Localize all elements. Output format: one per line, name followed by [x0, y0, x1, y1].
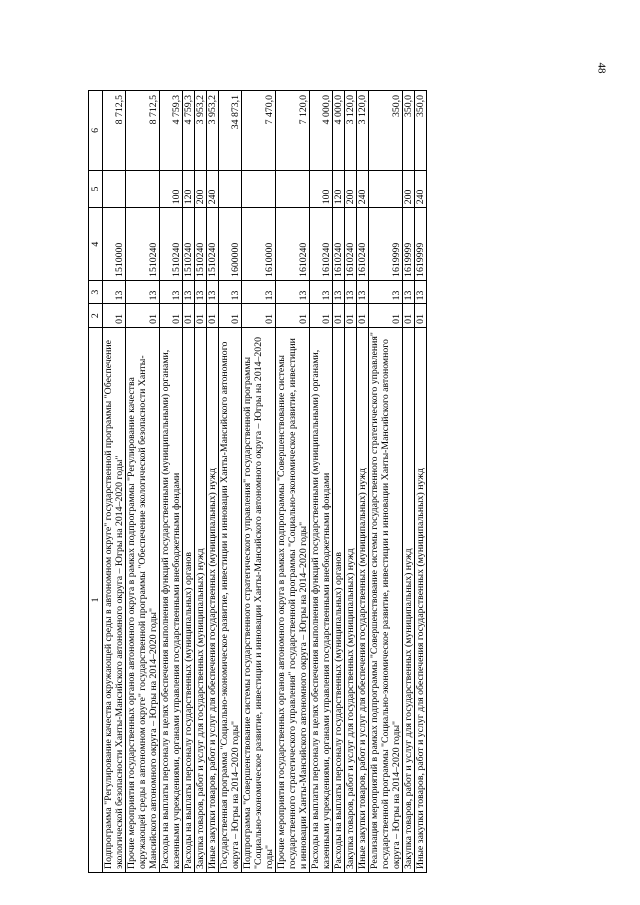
- row-amount: 4 000,0: [310, 91, 333, 171]
- row-subsection: 13: [219, 280, 242, 303]
- row-subsection: 13: [126, 280, 160, 303]
- row-expense-type: 200: [195, 170, 207, 208]
- row-name: Закупка товаров, работ и услуг для государственных (муниципальных) нужд: [345, 327, 357, 872]
- row-section: 01: [183, 304, 195, 327]
- table-row: [403, 91, 415, 873]
- row-target-article: 1610240: [276, 208, 310, 281]
- header-col-3: 3: [89, 280, 103, 303]
- header-col-1: 1: [89, 327, 103, 872]
- row-section: 01: [103, 304, 126, 327]
- row-expense-type: [369, 170, 403, 208]
- row-amount: 350,0: [415, 91, 427, 171]
- row-subsection: 13: [345, 280, 357, 303]
- row-name: Иные закупки товаров, работ и услуг для обеспечения государственных (муниципальных) нужд: [207, 327, 219, 872]
- row-amount: 3 120,0: [357, 91, 369, 171]
- row-amount: 34 873,1: [219, 91, 242, 171]
- row-subsection: 13: [195, 280, 207, 303]
- row-expense-type: 240: [207, 170, 219, 208]
- row-target-article: 1510240: [195, 208, 207, 281]
- row-subsection: 13: [183, 280, 195, 303]
- row-subsection: 13: [333, 280, 345, 303]
- row-subsection: 13: [357, 280, 369, 303]
- row-amount: 4 759,3: [183, 91, 195, 171]
- row-name: Расходы на выплаты персоналу государственных (муниципальных) органов: [183, 327, 195, 872]
- table-row: [357, 91, 369, 873]
- row-target-article: 1600000: [219, 208, 242, 281]
- row-section: 01: [207, 304, 219, 327]
- row-amount: 3 953,2: [195, 91, 207, 171]
- table-row: [333, 91, 345, 873]
- header-row: [89, 91, 103, 873]
- row-name: Расходы на выплаты персоналу в целях обеспечения выполнения функций государственными (муниципальными) органами, казенными учреждениями, органами управления государственными внебюджетными фондами: [160, 327, 183, 872]
- header-col-5: 5: [89, 170, 103, 208]
- row-expense-type: 240: [415, 170, 427, 208]
- row-name: Подпрограмма "Совершенствование системы государственного стратегического управления" государственной программы "Социально-экономическое развитие, инвестиции и инновации Ханты-Мансийского автономного округа – Югры на 2014–2020 годы": [242, 327, 276, 872]
- row-expense-type: [276, 170, 310, 208]
- row-expense-type: [219, 170, 242, 208]
- table-row: [345, 91, 357, 873]
- table-row: [369, 91, 403, 873]
- row-subsection: 13: [403, 280, 415, 303]
- row-section: 01: [357, 304, 369, 327]
- row-target-article: 1610240: [310, 208, 333, 281]
- row-subsection: 13: [160, 280, 183, 303]
- budget-sheet: [88, 90, 568, 873]
- row-amount: 4 000,0: [333, 91, 345, 171]
- table-row: [207, 91, 219, 873]
- row-target-article: 1610240: [357, 208, 369, 281]
- row-amount: 8 712,5: [126, 91, 160, 171]
- row-name: Закупка товаров, работ и услуг для государственных (муниципальных) нужд: [195, 327, 207, 872]
- row-amount: 3 120,0: [345, 91, 357, 171]
- header-col-4: 4: [89, 208, 103, 281]
- table-row: [415, 91, 427, 873]
- row-section: 01: [310, 304, 333, 327]
- row-target-article: 1510240: [207, 208, 219, 281]
- row-subsection: 13: [276, 280, 310, 303]
- row-name: Расходы на выплаты персоналу в целях обеспечения выполнения функций государственными (муниципальными) органами, казенными учреждениями, органами управления государственными внебюджетными фондами: [310, 327, 333, 872]
- page-number: 48: [595, 62, 608, 74]
- row-name: Подпрограмма "Регулирование качества окружающей среды в автономном округе" государственной программы "Обеспечение экологической безопасности Ханты-Мансийского автономного округа – Югры на 2014–2020 годы": [103, 327, 126, 872]
- row-expense-type: 120: [333, 170, 345, 208]
- row-name: Иные закупки товаров, работ и услуг для обеспечения государственных (муниципальных) нужд: [415, 327, 427, 872]
- row-section: 01: [219, 304, 242, 327]
- row-section: 01: [369, 304, 403, 327]
- table-row: [126, 91, 160, 873]
- row-name: Реализация мероприятий в рамках подпрограммы "Совершенствование системы государственного стратегического управления" государственной программы "Социально-экономическое развитие, инвестиции и инновации Ханты-Мансийского автономного округа – Югры на 2014–2020 годы": [369, 327, 403, 872]
- row-subsection: 13: [207, 280, 219, 303]
- row-section: 01: [415, 304, 427, 327]
- row-subsection: 13: [369, 280, 403, 303]
- row-subsection: 13: [415, 280, 427, 303]
- row-target-article: 1510000: [103, 208, 126, 281]
- row-name: Государственная программа "Социально-экономическое развитие, инвестиции и инновации Ханты-Мансийского автономного округа – Югры на 2014–2020 годы": [219, 327, 242, 872]
- row-expense-type: [126, 170, 160, 208]
- row-section: 01: [333, 304, 345, 327]
- row-expense-type: 120: [183, 170, 195, 208]
- table-row: [242, 91, 276, 873]
- row-section: 01: [160, 304, 183, 327]
- row-target-article: 1610240: [345, 208, 357, 281]
- row-target-article: 1610240: [333, 208, 345, 281]
- header-col-6: 6: [89, 91, 103, 171]
- row-amount: 350,0: [403, 91, 415, 171]
- row-name: Расходы на выплаты персоналу государственных (муниципальных) органов: [333, 327, 345, 872]
- row-name: Прочие мероприятия государственных органов автономного округа в рамках подпрограммы "Совершенствование системы государственного стратегического управления" государственной программы "Социально-экономическое развитие, инвестиции и инновации Ханты-Мансийского автономного округа – Югры на 2014–2020 годы": [276, 327, 310, 872]
- row-target-article: 1510240: [160, 208, 183, 281]
- row-target-article: 1510240: [183, 208, 195, 281]
- header-col-2: 2: [89, 304, 103, 327]
- row-expense-type: 200: [345, 170, 357, 208]
- row-amount: 7 120,0: [276, 91, 310, 171]
- row-name: Иные закупки товаров, работ и услуг для обеспечения государственных (муниципальных) нужд: [357, 327, 369, 872]
- row-section: 01: [195, 304, 207, 327]
- table-body: [103, 91, 427, 873]
- row-expense-type: 100: [160, 170, 183, 208]
- table-row: [183, 91, 195, 873]
- table-row: [103, 91, 126, 873]
- row-section: 01: [126, 304, 160, 327]
- row-subsection: 13: [310, 280, 333, 303]
- table-row: [160, 91, 183, 873]
- row-target-article: 1610000: [242, 208, 276, 281]
- row-target-article: 1619999: [403, 208, 415, 281]
- table-row: [310, 91, 333, 873]
- row-amount: 4 759,3: [160, 91, 183, 171]
- table-row: [195, 91, 207, 873]
- row-expense-type: [103, 170, 126, 208]
- table-row: [276, 91, 310, 873]
- row-section: 01: [345, 304, 357, 327]
- row-subsection: 13: [242, 280, 276, 303]
- row-subsection: 13: [103, 280, 126, 303]
- row-amount: 8 712,5: [103, 91, 126, 171]
- budget-table: [88, 90, 427, 873]
- row-target-article: 1619999: [415, 208, 427, 281]
- table-row: [219, 91, 242, 873]
- row-name: Прочие мероприятия государственных органов автономного округа в рамках подпрограммы "Регулирование качества окружающей среды в автономном округе" государственной программы "Обеспечение экологической безопасности Ханты-Мансийского автономного округа – Югры на 2014–2020 годы": [126, 327, 160, 872]
- row-section: 01: [403, 304, 415, 327]
- row-name: Закупка товаров, работ и услуг для государственных (муниципальных) нужд: [403, 327, 415, 872]
- row-expense-type: 200: [403, 170, 415, 208]
- row-target-article: 1619999: [369, 208, 403, 281]
- row-expense-type: [242, 170, 276, 208]
- row-amount: 3 953,2: [207, 91, 219, 171]
- row-amount: 350,0: [369, 91, 403, 171]
- row-expense-type: 240: [357, 170, 369, 208]
- row-expense-type: 100: [310, 170, 333, 208]
- row-amount: 7 470,0: [242, 91, 276, 171]
- row-section: 01: [242, 304, 276, 327]
- row-target-article: 1510240: [126, 208, 160, 281]
- row-section: 01: [276, 304, 310, 327]
